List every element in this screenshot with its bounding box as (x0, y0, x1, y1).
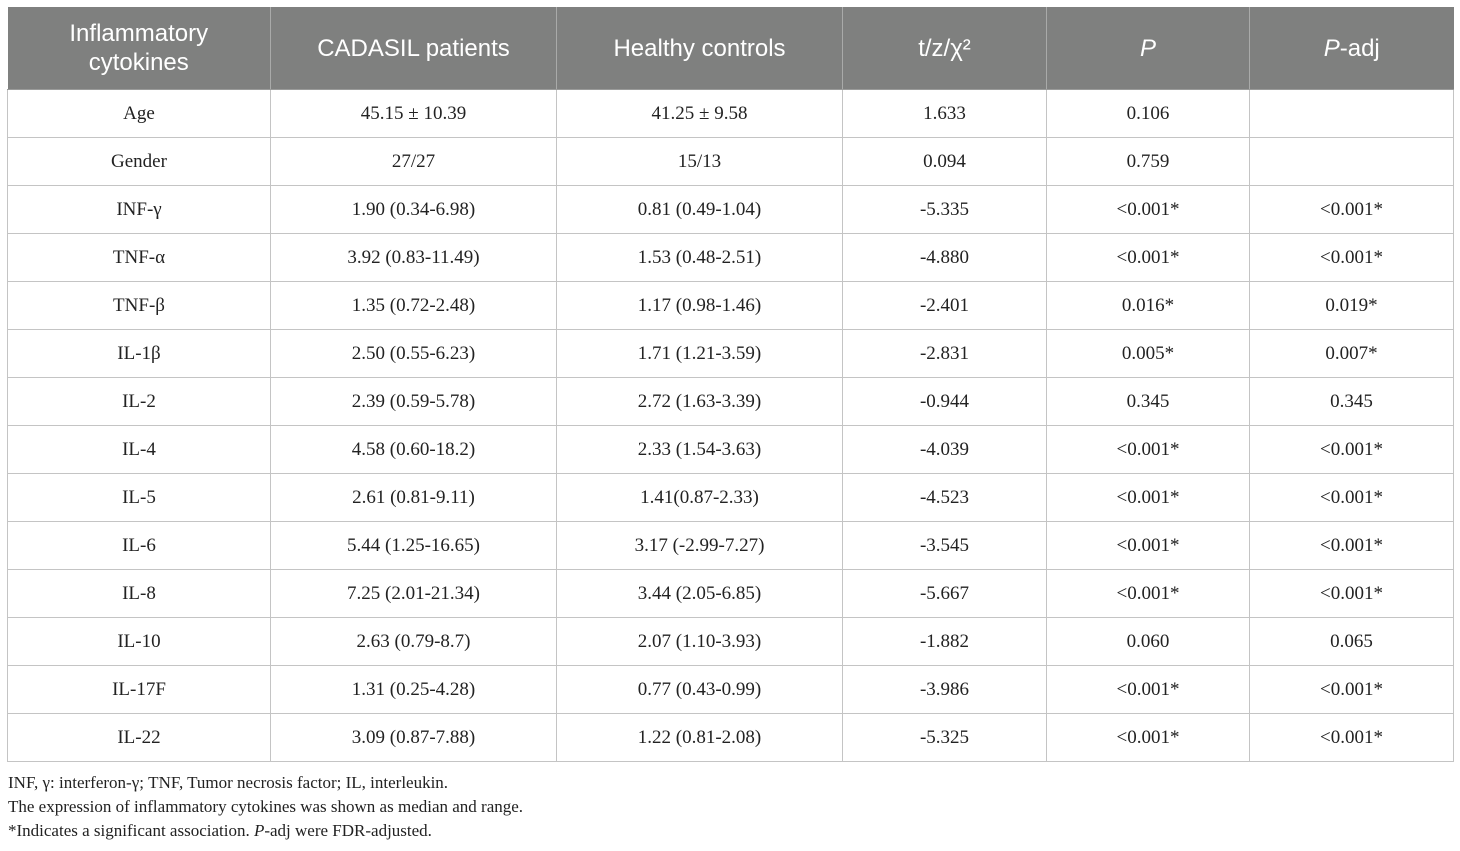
p-value-cell: <0.001* (1047, 186, 1250, 234)
cytokine-table (7, 7, 1454, 762)
table-header (8, 7, 1454, 90)
footnote-significance (8, 819, 1448, 843)
p-value-cell: <0.001* (1047, 234, 1250, 282)
control-cell: 2.72 (1.63-3.39) (557, 378, 843, 426)
p-adj-cell: <0.001* (1250, 714, 1454, 762)
control-cell: 15/13 (557, 138, 843, 186)
statistic-cell: -4.880 (843, 234, 1047, 282)
p-value-cell: 0.016* (1047, 282, 1250, 330)
statistic-cell: -5.335 (843, 186, 1047, 234)
control-cell: 1.22 (0.81-2.08) (557, 714, 843, 762)
header-healthy-controls: Healthy controls (557, 7, 843, 90)
p-adj-cell: <0.001* (1250, 666, 1454, 714)
p-adj-cell: <0.001* (1250, 426, 1454, 474)
p-adj-cell (1250, 90, 1454, 138)
cytokine-cell: IL-6 (8, 522, 271, 570)
cadasil-cell: 2.63 (0.79-8.7) (271, 618, 557, 666)
cadasil-cell: 2.39 (0.59-5.78) (271, 378, 557, 426)
footnote-significance-p: P (253, 821, 265, 840)
control-cell: 0.77 (0.43-0.99) (557, 666, 843, 714)
p-value-cell: 0.106 (1047, 90, 1250, 138)
control-cell: 0.81 (0.49-1.04) (557, 186, 843, 234)
p-value-cell: <0.001* (1047, 474, 1250, 522)
p-adj-cell: 0.345 (1250, 378, 1454, 426)
table-body (8, 90, 1454, 762)
statistic-cell: -4.039 (843, 426, 1047, 474)
p-adj-cell (1250, 138, 1454, 186)
table-row (8, 474, 1454, 522)
header-p-adj: P-adj (1250, 7, 1454, 90)
p-adj-cell: <0.001* (1250, 570, 1454, 618)
footnote-significance-suffix: -adj were FDR-adjusted. (264, 821, 432, 840)
footnote-abbreviations: INF, γ: interferon-γ; TNF, Tumor necrosis factor; IL, interleukin. (8, 773, 449, 792)
table-row (8, 378, 1454, 426)
statistic-cell: -5.325 (843, 714, 1047, 762)
table-row (8, 426, 1454, 474)
cytokine-cell: IL-2 (8, 378, 271, 426)
p-adj-cell: <0.001* (1250, 522, 1454, 570)
cadasil-cell: 5.44 (1.25-16.65) (271, 522, 557, 570)
cytokine-cell: IL-1β (8, 330, 271, 378)
cytokine-cell: IL-10 (8, 618, 271, 666)
statistic-cell: -3.545 (843, 522, 1047, 570)
table-row (8, 618, 1454, 666)
control-cell: 3.44 (2.05-6.85) (557, 570, 843, 618)
table-row (8, 138, 1454, 186)
p-value-cell: 0.060 (1047, 618, 1250, 666)
control-cell: 1.71 (1.21-3.59) (557, 330, 843, 378)
p-adj-cell: <0.001* (1250, 234, 1454, 282)
control-cell: 41.25 ± 9.58 (557, 90, 843, 138)
header-row (8, 7, 1454, 90)
control-cell: 1.17 (0.98-1.46) (557, 282, 843, 330)
statistic-cell: -2.401 (843, 282, 1047, 330)
footnote-significance-prefix: *Indicates a significant association. (8, 821, 254, 840)
table-row (8, 714, 1454, 762)
p-value-cell: <0.001* (1047, 522, 1250, 570)
table-row (8, 570, 1454, 618)
control-cell: 1.53 (0.48-2.51) (557, 234, 843, 282)
table-row (8, 90, 1454, 138)
cytokine-cell: IL-8 (8, 570, 271, 618)
p-adj-cell: 0.007* (1250, 330, 1454, 378)
cytokine-cell: IL-17F (8, 666, 271, 714)
p-value-cell: <0.001* (1047, 714, 1250, 762)
table-row (8, 666, 1454, 714)
cadasil-cell: 2.61 (0.81-9.11) (271, 474, 557, 522)
p-value-cell: 0.759 (1047, 138, 1250, 186)
cytokine-cell: IL-22 (8, 714, 271, 762)
control-cell: 1.41(0.87-2.33) (557, 474, 843, 522)
table-footnotes (8, 771, 1448, 843)
statistic-cell: -3.986 (843, 666, 1047, 714)
table-row (8, 330, 1454, 378)
footnote-expression: The expression of inflammatory cytokines was shown as median and range. (8, 797, 524, 816)
header-p-adj-italic: P (1323, 34, 1340, 62)
p-value-cell: 0.345 (1047, 378, 1250, 426)
p-value-cell: <0.001* (1047, 426, 1250, 474)
statistic-cell: 1.633 (843, 90, 1047, 138)
p-adj-cell: <0.001* (1250, 186, 1454, 234)
p-value-cell: <0.001* (1047, 666, 1250, 714)
p-adj-cell: 0.065 (1250, 618, 1454, 666)
cadasil-cell: 1.35 (0.72-2.48) (271, 282, 557, 330)
cadasil-cell: 3.92 (0.83-11.49) (271, 234, 557, 282)
control-cell: 3.17 (-2.99-7.27) (557, 522, 843, 570)
cytokine-cell: IL-4 (8, 426, 271, 474)
table-row (8, 282, 1454, 330)
header-cadasil-patients: CADASIL patients (271, 7, 557, 90)
statistic-cell: -5.667 (843, 570, 1047, 618)
header-test-statistic: t/z/χ² (843, 7, 1047, 90)
cytokine-cell: INF-γ (8, 186, 271, 234)
cadasil-cell: 1.90 (0.34-6.98) (271, 186, 557, 234)
cadasil-cell: 27/27 (271, 138, 557, 186)
p-value-cell: 0.005* (1047, 330, 1250, 378)
table-row (8, 522, 1454, 570)
statistic-cell: -1.882 (843, 618, 1047, 666)
cadasil-cell: 3.09 (0.87-7.88) (271, 714, 557, 762)
table-row (8, 186, 1454, 234)
p-value-cell: <0.001* (1047, 570, 1250, 618)
cadasil-cell: 2.50 (0.55-6.23) (271, 330, 557, 378)
header-p-value: P (1047, 7, 1250, 90)
cadasil-cell: 4.58 (0.60-18.2) (271, 426, 557, 474)
control-cell: 2.07 (1.10-3.93) (557, 618, 843, 666)
cadasil-cell: 7.25 (2.01-21.34) (271, 570, 557, 618)
table-row (8, 234, 1454, 282)
p-adj-cell: 0.019* (1250, 282, 1454, 330)
statistic-cell: -0.944 (843, 378, 1047, 426)
p-adj-cell: <0.001* (1250, 474, 1454, 522)
cytokine-cell: TNF-α (8, 234, 271, 282)
cadasil-cell: 1.31 (0.25-4.28) (271, 666, 557, 714)
cytokine-cell: Gender (8, 138, 271, 186)
cytokine-cell: IL-5 (8, 474, 271, 522)
cytokine-cell: TNF-β (8, 282, 271, 330)
control-cell: 2.33 (1.54-3.63) (557, 426, 843, 474)
cytokine-cell: Age (8, 90, 271, 138)
statistic-cell: 0.094 (843, 138, 1047, 186)
statistic-cell: -4.523 (843, 474, 1047, 522)
statistic-cell: -2.831 (843, 330, 1047, 378)
cadasil-cell: 45.15 ± 10.39 (271, 90, 557, 138)
header-inflammatory-cytokines: Inflammatory cytokines (8, 7, 271, 90)
